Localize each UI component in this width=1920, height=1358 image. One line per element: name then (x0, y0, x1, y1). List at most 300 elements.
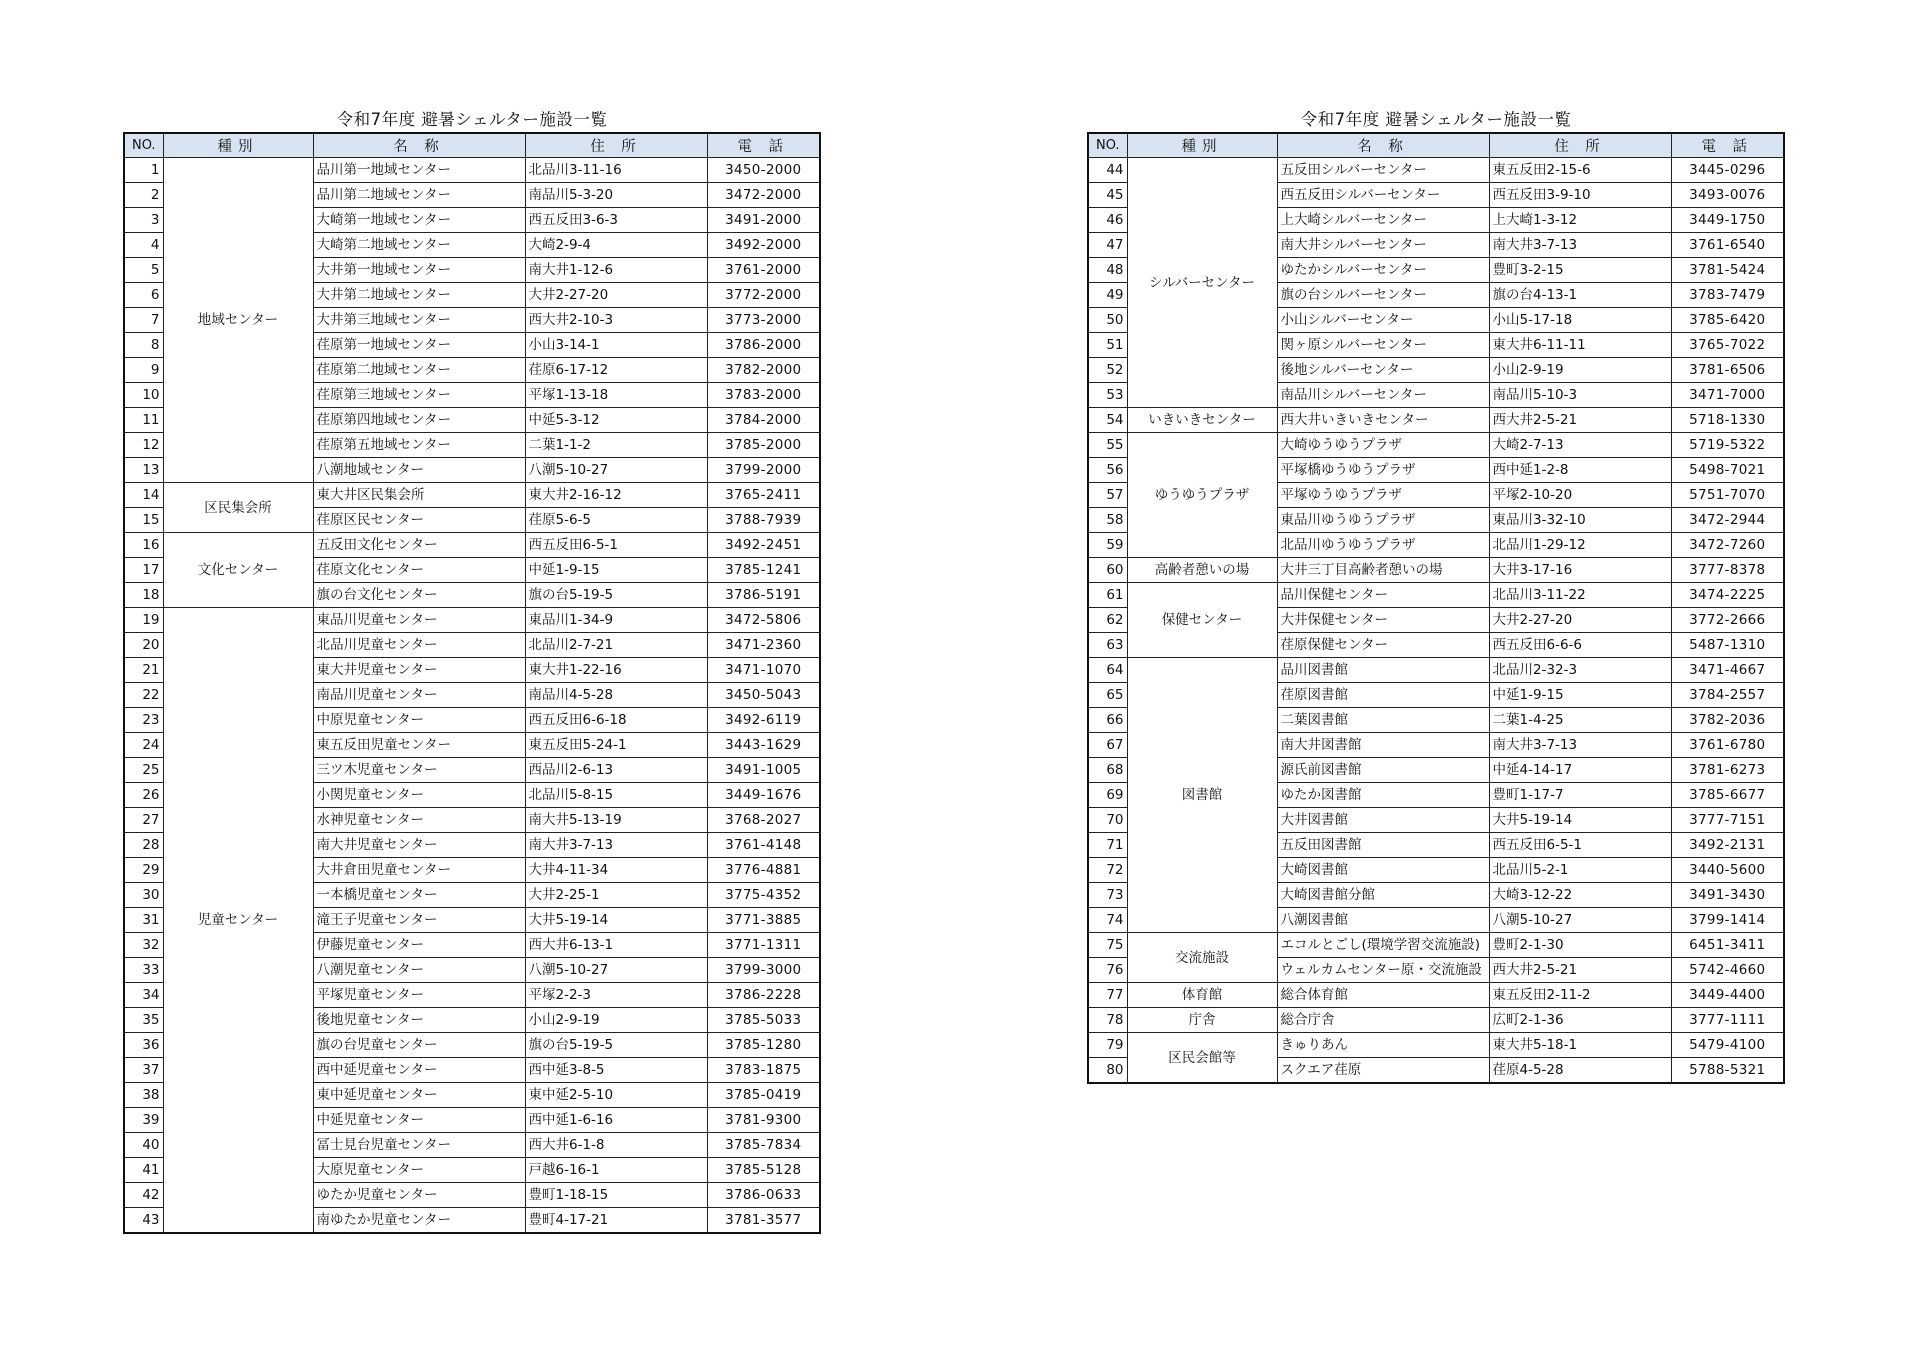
facility-tel: 3785-1280 (707, 1033, 820, 1058)
facility-name: 荏原区民センター (313, 508, 525, 533)
facility-tel: 3773-2000 (707, 308, 820, 333)
facility-number: 16 (124, 533, 163, 558)
facility-address: 大井3-17-16 (1489, 558, 1671, 583)
facility-name: 大井第二地域センター (313, 283, 525, 308)
facility-tel: 5487-1310 (1671, 633, 1784, 658)
facility-number: 70 (1088, 808, 1127, 833)
facility-tel: 3799-2000 (707, 458, 820, 483)
facility-name: 南ゆたか児童センター (313, 1208, 525, 1234)
facility-tel: 3449-4400 (1671, 983, 1784, 1008)
facility-name: 大原児童センター (313, 1158, 525, 1183)
facility-address: 西大井2-10-3 (525, 308, 707, 333)
facility-number: 28 (124, 833, 163, 858)
facility-number: 74 (1088, 908, 1127, 933)
facility-name: エコルとごし(環境学習交流施設) (1277, 933, 1489, 958)
facility-category: 区民会館等 (1127, 1033, 1277, 1084)
facility-name: 伊藤児童センター (313, 933, 525, 958)
table-row (124, 533, 820, 558)
table-row (1088, 933, 1784, 958)
facility-tel: 3777-8378 (1671, 558, 1784, 583)
facility-number: 22 (124, 683, 163, 708)
facility-address: 西中延1-6-16 (525, 1108, 707, 1133)
facility-tel: 5751-7070 (1671, 483, 1784, 508)
facility-address: 旗の台5-19-5 (525, 1033, 707, 1058)
left-facility-list (123, 108, 821, 1234)
facility-number: 36 (124, 1033, 163, 1058)
facility-address: 南品川5-10-3 (1489, 383, 1671, 408)
facility-address: 平塚1-13-18 (525, 383, 707, 408)
facility-tel: 3782-2036 (1671, 708, 1784, 733)
table-row (1088, 408, 1784, 433)
facility-name: 東大井区民集会所 (313, 483, 525, 508)
right-page-title: 令和7年度 避暑シェルター施設一覧 (1300, 110, 1572, 129)
facility-address: 大崎3-12-22 (1489, 883, 1671, 908)
facility-number: 6 (124, 283, 163, 308)
facility-address: 北品川3-11-16 (525, 158, 707, 183)
facility-name: 大崎第一地域センター (313, 208, 525, 233)
facility-tel: 3472-7260 (1671, 533, 1784, 558)
facility-address: 中延4-14-17 (1489, 758, 1671, 783)
facility-address: 南大井5-13-19 (525, 808, 707, 833)
facility-tel: 3781-5424 (1671, 258, 1784, 283)
facility-name: 品川第二地域センター (313, 183, 525, 208)
facility-address: 旗の台4-13-1 (1489, 283, 1671, 308)
facility-name: 東中延児童センター (313, 1083, 525, 1108)
left-page-title: 令和7年度 避暑シェルター施設一覧 (336, 110, 608, 129)
facility-address: 大崎2-9-4 (525, 233, 707, 258)
facility-tel: 3491-3430 (1671, 883, 1784, 908)
facility-name: 北品川児童センター (313, 633, 525, 658)
facility-address: 中延1-9-15 (1489, 683, 1671, 708)
facility-tel: 3492-2000 (707, 233, 820, 258)
facility-number: 10 (124, 383, 163, 408)
facility-number: 49 (1088, 283, 1127, 308)
facility-tel: 3440-5600 (1671, 858, 1784, 883)
facility-address: 西五反田3-6-3 (525, 208, 707, 233)
facility-tel: 3772-2666 (1671, 608, 1784, 633)
facility-name: 小山シルバーセンター (1277, 308, 1489, 333)
facility-address: 南大井3-7-13 (1489, 233, 1671, 258)
facility-address: 豊町3-2-15 (1489, 258, 1671, 283)
facility-name: 八潮児童センター (313, 958, 525, 983)
header-tel: 電 話 (707, 133, 820, 158)
facility-name: 後地シルバーセンター (1277, 358, 1489, 383)
facility-number: 8 (124, 333, 163, 358)
facility-number: 63 (1088, 633, 1127, 658)
facility-name: 冨士見台児童センター (313, 1133, 525, 1158)
facility-tel: 3449-1750 (1671, 208, 1784, 233)
facility-number: 42 (124, 1183, 163, 1208)
facility-name: 品川保健センター (1277, 583, 1489, 608)
facility-tel: 3784-2557 (1671, 683, 1784, 708)
facility-tel: 3785-5128 (707, 1158, 820, 1183)
facility-name: 平塚橋ゆうゆうプラザ (1277, 458, 1489, 483)
facility-tel: 3471-2360 (707, 633, 820, 658)
facility-name: 旗の台児童センター (313, 1033, 525, 1058)
facility-tel: 3786-2000 (707, 333, 820, 358)
facility-name: 平塚児童センター (313, 983, 525, 1008)
facility-address: 大井5-19-14 (525, 908, 707, 933)
facility-address: 西大井6-13-1 (525, 933, 707, 958)
facility-tel: 3450-5043 (707, 683, 820, 708)
facility-number: 26 (124, 783, 163, 808)
facility-number: 53 (1088, 383, 1127, 408)
facility-name: 荏原文化センター (313, 558, 525, 583)
facility-name: スクエア荏原 (1277, 1058, 1489, 1084)
facility-number: 7 (124, 308, 163, 333)
facility-tel: 3785-6420 (1671, 308, 1784, 333)
facility-number: 68 (1088, 758, 1127, 783)
facility-name: 源氏前図書館 (1277, 758, 1489, 783)
header-address: 住 所 (1489, 133, 1671, 158)
facility-address: 西大井2-5-21 (1489, 408, 1671, 433)
facility-name: 大井第一地域センター (313, 258, 525, 283)
facility-tel: 3785-2000 (707, 433, 820, 458)
facility-number: 51 (1088, 333, 1127, 358)
facility-address: 南品川5-3-20 (525, 183, 707, 208)
facility-number: 15 (124, 508, 163, 533)
table-row (1088, 1033, 1784, 1058)
header-tel: 電 話 (1671, 133, 1784, 158)
facility-number: 52 (1088, 358, 1127, 383)
facility-number: 50 (1088, 308, 1127, 333)
header-name: 名 称 (1277, 133, 1489, 158)
facility-name: 上大崎シルバーセンター (1277, 208, 1489, 233)
facility-address: 南品川4-5-28 (525, 683, 707, 708)
facility-address: 荏原4-5-28 (1489, 1058, 1671, 1084)
facility-tel: 3471-1070 (707, 658, 820, 683)
facility-name: 西五反田シルバーセンター (1277, 183, 1489, 208)
facility-name: 荏原第四地域センター (313, 408, 525, 433)
facility-number: 29 (124, 858, 163, 883)
facility-name: 品川第一地域センター (313, 158, 525, 183)
facility-name: 総合庁舎 (1277, 1008, 1489, 1033)
facility-address: 西五反田6-5-1 (525, 533, 707, 558)
facility-category: 保健センター (1127, 583, 1277, 658)
table-row (1088, 433, 1784, 458)
facility-tel: 3474-2225 (1671, 583, 1784, 608)
facility-address: 東五反田2-11-2 (1489, 983, 1671, 1008)
facility-tel: 3781-6273 (1671, 758, 1784, 783)
facility-name: 北品川ゆうゆうプラザ (1277, 533, 1489, 558)
facility-category: 交流施設 (1127, 933, 1277, 983)
facility-name: 大崎図書館 (1277, 858, 1489, 883)
facility-name: 水神児童センター (313, 808, 525, 833)
facility-number: 77 (1088, 983, 1127, 1008)
facility-number: 79 (1088, 1033, 1127, 1058)
facility-number: 71 (1088, 833, 1127, 858)
facility-name: 南大井シルバーセンター (1277, 233, 1489, 258)
right-header-row (1088, 133, 1784, 158)
facility-tel: 3785-1241 (707, 558, 820, 583)
facility-number: 54 (1088, 408, 1127, 433)
facility-number: 40 (124, 1133, 163, 1158)
right-table-body (1088, 158, 1784, 1084)
facility-address: 西大井6-1-8 (525, 1133, 707, 1158)
facility-number: 1 (124, 158, 163, 183)
facility-name: 大井第三地域センター (313, 308, 525, 333)
facility-tel: 3443-1629 (707, 733, 820, 758)
facility-tel: 3786-2228 (707, 983, 820, 1008)
facility-number: 43 (124, 1208, 163, 1234)
facility-tel: 3493-0076 (1671, 183, 1784, 208)
facility-address: 上大崎1-3-12 (1489, 208, 1671, 233)
table-row (1088, 158, 1784, 183)
facility-address: 小山3-14-1 (525, 333, 707, 358)
facility-category: シルバーセンター (1127, 158, 1277, 408)
facility-tel: 3785-7834 (707, 1133, 820, 1158)
facility-tel: 3783-7479 (1671, 283, 1784, 308)
facility-number: 56 (1088, 458, 1127, 483)
facility-number: 73 (1088, 883, 1127, 908)
facility-category: ゆうゆうプラザ (1127, 433, 1277, 558)
facility-number: 38 (124, 1083, 163, 1108)
facility-category: 高齢者憩いの場 (1127, 558, 1277, 583)
facility-number: 17 (124, 558, 163, 583)
facility-name: 東品川ゆうゆうプラザ (1277, 508, 1489, 533)
facility-name: 大井三丁目高齢者憩いの場 (1277, 558, 1489, 583)
facility-category: 図書館 (1127, 658, 1277, 933)
facility-address: 八潮5-10-27 (525, 458, 707, 483)
facility-tel: 3472-2944 (1671, 508, 1784, 533)
facility-number: 48 (1088, 258, 1127, 283)
facility-number: 46 (1088, 208, 1127, 233)
facility-address: 東大井6-11-11 (1489, 333, 1671, 358)
facility-number: 59 (1088, 533, 1127, 558)
facility-address: 旗の台5-19-5 (525, 583, 707, 608)
facility-name: 南大井児童センター (313, 833, 525, 858)
facility-address: 東大井1-22-16 (525, 658, 707, 683)
facility-tel: 3761-2000 (707, 258, 820, 283)
facility-name: 品川図書館 (1277, 658, 1489, 683)
facility-tel: 3786-5191 (707, 583, 820, 608)
facility-tel: 3785-5033 (707, 1008, 820, 1033)
facility-address: 小山2-9-19 (525, 1008, 707, 1033)
facility-number: 76 (1088, 958, 1127, 983)
facility-name: 西中延児童センター (313, 1058, 525, 1083)
facility-name: 東五反田児童センター (313, 733, 525, 758)
facility-number: 27 (124, 808, 163, 833)
facility-tel: 5479-4100 (1671, 1033, 1784, 1058)
facility-number: 57 (1088, 483, 1127, 508)
facility-number: 80 (1088, 1058, 1127, 1084)
facility-number: 4 (124, 233, 163, 258)
facility-name: ゆたか図書館 (1277, 783, 1489, 808)
facility-category: 文化センター (163, 533, 313, 608)
facility-address: 東品川3-32-10 (1489, 508, 1671, 533)
facility-number: 24 (124, 733, 163, 758)
facility-tel: 3761-6780 (1671, 733, 1784, 758)
facility-address: 西品川2-6-13 (525, 758, 707, 783)
facility-name: 西大井いきいきセンター (1277, 408, 1489, 433)
facility-tel: 3761-4148 (707, 833, 820, 858)
facility-tel: 3784-2000 (707, 408, 820, 433)
facility-tel: 3449-1676 (707, 783, 820, 808)
facility-tel: 3777-7151 (1671, 808, 1784, 833)
facility-category: 児童センター (163, 608, 313, 1234)
facility-address: 平塚2-10-20 (1489, 483, 1671, 508)
facility-tel: 3491-1005 (707, 758, 820, 783)
facility-number: 64 (1088, 658, 1127, 683)
facility-tel: 3768-2027 (707, 808, 820, 833)
table-row (124, 483, 820, 508)
facility-name: 荏原第二地域センター (313, 358, 525, 383)
right-facility-table (1087, 132, 1785, 1084)
facility-number: 30 (124, 883, 163, 908)
facility-number: 39 (124, 1108, 163, 1133)
facility-address: 西五反田6-5-1 (1489, 833, 1671, 858)
facility-tel: 3771-3885 (707, 908, 820, 933)
facility-address: 東大井2-16-12 (525, 483, 707, 508)
facility-address: 八潮5-10-27 (1489, 908, 1671, 933)
facility-name: 八潮図書館 (1277, 908, 1489, 933)
facility-name: 東品川児童センター (313, 608, 525, 633)
facility-tel: 3776-4881 (707, 858, 820, 883)
facility-address: 二葉1-4-25 (1489, 708, 1671, 733)
facility-name: 大崎第二地域センター (313, 233, 525, 258)
facility-tel: 3775-4352 (707, 883, 820, 908)
facility-name: 中原児童センター (313, 708, 525, 733)
facility-address: 大井2-25-1 (525, 883, 707, 908)
facility-tel: 5498-7021 (1671, 458, 1784, 483)
facility-name: 五反田図書館 (1277, 833, 1489, 858)
facility-tel: 3777-1111 (1671, 1008, 1784, 1033)
facility-number: 66 (1088, 708, 1127, 733)
facility-number: 18 (124, 583, 163, 608)
facility-name: 後地児童センター (313, 1008, 525, 1033)
facility-address: 大崎2-7-13 (1489, 433, 1671, 458)
facility-address: 大井5-19-14 (1489, 808, 1671, 833)
facility-number: 33 (124, 958, 163, 983)
table-row (1088, 1008, 1784, 1033)
facility-tel: 3492-2131 (1671, 833, 1784, 858)
facility-category: いきいきセンター (1127, 408, 1277, 433)
table-row (1088, 983, 1784, 1008)
facility-name: 大井保健センター (1277, 608, 1489, 633)
facility-number: 47 (1088, 233, 1127, 258)
facility-name: 荏原第三地域センター (313, 383, 525, 408)
facility-number: 12 (124, 433, 163, 458)
table-row (1088, 558, 1784, 583)
facility-name: 平塚ゆうゆうプラザ (1277, 483, 1489, 508)
facility-tel: 5718-1330 (1671, 408, 1784, 433)
table-row (1088, 583, 1784, 608)
facility-address: 西大井2-5-21 (1489, 958, 1671, 983)
facility-number: 25 (124, 758, 163, 783)
facility-name: 三ツ木児童センター (313, 758, 525, 783)
facility-tel: 3472-2000 (707, 183, 820, 208)
facility-tel: 3471-4667 (1671, 658, 1784, 683)
facility-name: 大崎図書館分館 (1277, 883, 1489, 908)
facility-name: 南品川シルバーセンター (1277, 383, 1489, 408)
facility-number: 31 (124, 908, 163, 933)
facility-number: 55 (1088, 433, 1127, 458)
facility-address: 大井4-11-34 (525, 858, 707, 883)
facility-name: 二葉図書館 (1277, 708, 1489, 733)
facility-number: 11 (124, 408, 163, 433)
facility-address: 南大井3-7-13 (1489, 733, 1671, 758)
facility-address: 東品川1-34-9 (525, 608, 707, 633)
facility-number: 41 (124, 1158, 163, 1183)
facility-name: ゆたか児童センター (313, 1183, 525, 1208)
facility-address: 東五反田5-24-1 (525, 733, 707, 758)
facility-address: 北品川3-11-22 (1489, 583, 1671, 608)
facility-name: 小関児童センター (313, 783, 525, 808)
facility-tel: 3765-2411 (707, 483, 820, 508)
facility-name: 荏原図書館 (1277, 683, 1489, 708)
facility-address: 西中延1-2-8 (1489, 458, 1671, 483)
facility-name: 東大井児童センター (313, 658, 525, 683)
facility-address: 東大井5-18-1 (1489, 1033, 1671, 1058)
facility-tel: 3781-9300 (707, 1108, 820, 1133)
facility-address: 荏原5-6-5 (525, 508, 707, 533)
facility-number: 21 (124, 658, 163, 683)
facility-number: 61 (1088, 583, 1127, 608)
facility-tel: 3785-0419 (707, 1083, 820, 1108)
facility-address: 二葉1-1-2 (525, 433, 707, 458)
facility-tel: 3782-2000 (707, 358, 820, 383)
facility-address: 北品川5-8-15 (525, 783, 707, 808)
facility-tel: 3492-2451 (707, 533, 820, 558)
header-category: 種別 (1127, 133, 1277, 158)
facility-number: 45 (1088, 183, 1127, 208)
facility-name: ウェルカムセンター原・交流施設 (1277, 958, 1489, 983)
facility-tel: 3761-6540 (1671, 233, 1784, 258)
facility-tel: 3471-7000 (1671, 383, 1784, 408)
facility-number: 23 (124, 708, 163, 733)
facility-number: 20 (124, 633, 163, 658)
facility-name: 荏原第五地域センター (313, 433, 525, 458)
facility-address: 北品川2-7-21 (525, 633, 707, 658)
facility-name: 荏原第一地域センター (313, 333, 525, 358)
facility-address: 南大井1-12-6 (525, 258, 707, 283)
facility-tel: 5788-5321 (1671, 1058, 1784, 1084)
header-name: 名 称 (313, 133, 525, 158)
facility-address: 西中延3-8-5 (525, 1058, 707, 1083)
facility-name: 滝王子児童センター (313, 908, 525, 933)
header-no: NO. (124, 133, 163, 158)
facility-address: 中延5-3-12 (525, 408, 707, 433)
table-row (124, 608, 820, 633)
facility-number: 19 (124, 608, 163, 633)
facility-tel: 5719-5322 (1671, 433, 1784, 458)
facility-number: 65 (1088, 683, 1127, 708)
facility-tel: 5742-4660 (1671, 958, 1784, 983)
facility-category: 体育館 (1127, 983, 1277, 1008)
facility-number: 32 (124, 933, 163, 958)
facility-address: 小山2-9-19 (1489, 358, 1671, 383)
facility-tel: 3771-1311 (707, 933, 820, 958)
facility-tel: 3783-2000 (707, 383, 820, 408)
facility-number: 78 (1088, 1008, 1127, 1033)
header-category: 種別 (163, 133, 313, 158)
facility-address: 北品川2-32-3 (1489, 658, 1671, 683)
facility-number: 3 (124, 208, 163, 233)
facility-name: 旗の台文化センター (313, 583, 525, 608)
facility-tel: 3788-7939 (707, 508, 820, 533)
facility-name: 荏原保健センター (1277, 633, 1489, 658)
left-table-body (124, 158, 820, 1234)
facility-address: 西五反田3-9-10 (1489, 183, 1671, 208)
facility-number: 34 (124, 983, 163, 1008)
facility-number: 44 (1088, 158, 1127, 183)
facility-number: 72 (1088, 858, 1127, 883)
left-facility-table (123, 132, 821, 1234)
table-row (124, 158, 820, 183)
facility-number: 2 (124, 183, 163, 208)
table-row (1088, 658, 1784, 683)
facility-tel: 6451-3411 (1671, 933, 1784, 958)
